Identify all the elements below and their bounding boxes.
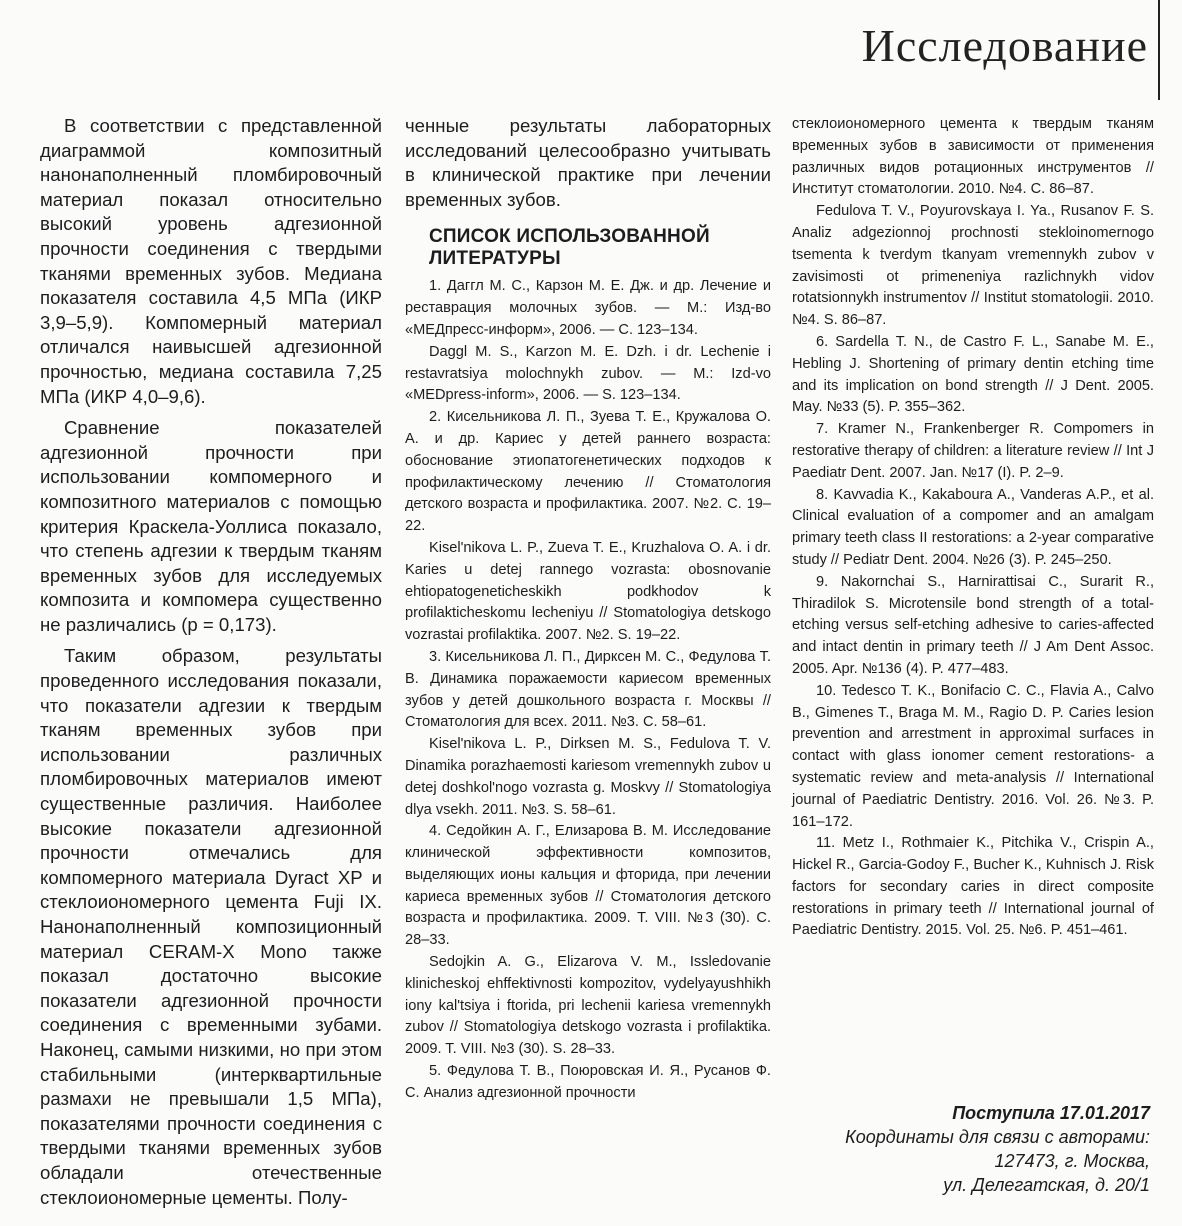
- article-footer: [845, 1101, 1150, 1197]
- references-heading: СПИСОК ИСПОЛЬЗОВАННОЙ ЛИТЕРАТУРЫ: [429, 226, 710, 270]
- reference-item: 3. Кисельникова Л. П., Дирксен М. С., Федулова Т. В. Динамика поражаемости кариесом временных зубов у детей дошкольного возраста г. Москвы // Стоматология для всех. 2011. №3. С. 58–61.: [405, 648, 771, 731]
- reference-item: 6. Sardella T. N., de Castro F. L., Sanabe M. E., Hebling J. Shortening of primary dentin etching time and its implication on bond strength // J Dent. 2005. May. №33 (5). P. 355–362.: [792, 333, 1154, 416]
- reference-item: Daggl M. S., Karzon M. E. Dzh. i dr. Lechenie i restavratsiya molochnykh zubov. — M.: Izd-vo «MEDpress-inform», 2006. — S. 123–134.: [405, 343, 771, 404]
- reference-item: Kisel'nikova L. P., Dirksen M. S., Fedulova T. V. Dinamika porazhaemosti kariesom vremennykh zubov u detej doshkol'nogo vozrasta g. Moskvy // Stomatologiya dlya vsekh. 2011. №3. S. 58–61.: [405, 736, 771, 818]
- contact-city: 127473, г. Москва,: [994, 1151, 1150, 1171]
- body-paragraph: Сравнение показателей адгезионной прочности при использовании компомерного и композитного материалов с помощью критерия Краскела-Уоллиса показало, что степень адгезии к твердым тканям временных зубов для исследуемых композита и компомера существенно не различались (р = 0,173).: [40, 417, 382, 635]
- reference-item: 8. Kavvadia K., Kakaboura A., Vanderas A.P., et al. Clinical evaluation of a compomer and an amalgam primary teeth class II restorations: a 2-year comparative study // Pediatr Dent. 2004. №26 (3). P. 245–250.: [792, 486, 1154, 568]
- header-divider: [1158, 0, 1160, 100]
- reference-item: 2. Кисельникова Л. П., Зуева Т. Е., Кружалова О. А. и др. Кариес у детей раннего возраста: обоснование этиопатогенетических подходов к профилактическому лечению // Стоматология детского возраста и профилактика. 2007. №2. С. 19–22.: [405, 409, 771, 535]
- text-column-1: [40, 114, 382, 1217]
- references-list-continued: [792, 114, 1154, 942]
- section-title: Исследование: [861, 20, 1148, 71]
- contact-street: ул. Делегатская, д. 20/1: [943, 1175, 1150, 1195]
- section-header: [862, 0, 1160, 100]
- references-list: [405, 276, 771, 1104]
- text-column-3: [792, 114, 1154, 942]
- body-paragraph-continued: ченные результаты лабораторных исследований целесообразно учитывать в клинической практике при лечении временных зубов.: [405, 115, 771, 210]
- reference-item: 5. Федулова Т. В., Поюровская И. Я., Русанов Ф. С. Анализ адгезионной прочности: [405, 1063, 771, 1101]
- reference-item: 1. Даггл М. С., Карзон М. Е. Дж. и др. Лечение и реставрация молочных зубов. — М.: Изд-во «МЕДпресс-информ», 2006. — С. 123–134.: [405, 278, 771, 338]
- reference-item: 11. Metz I., Rothmaier K., Pitchika V., Crispin A., Hickel R., Garcia-Godoy F., Bucher K., Kuhnisch J. Risk factors for secondary caries in direct composite restorations in primary teeth // International journal of Paediatric Dentistry. 2015. Vol. 25. №6. P. 451–461.: [792, 835, 1154, 939]
- reference-item: Kisel'nikova L. P., Zueva T. E., Kruzhalova O. A. i dr. Karies u detej rannego vozrasta: obosnovanie ehtiopatogeneticheskikh podkhodov k profilakticheskomu lecheniyu // Stomatologiya detskogo vozrastai profilaktika. 2007. №2. S. 19–22.: [405, 539, 771, 644]
- body-paragraph: Таким образом, результаты проведенного исследования показали, что показатели адгезии к твердым тканям временных зубов при использовании различных пломбировочных материалов имеют существенные различия. Наиболее высокие показатели адгезионной прочности отмечались для компомерного материала Dyract XP и стеклоиономерного цемента Fuji IX. Нанонаполненный композиционный материал CERAM-X Mono также показал достаточно высокие показатели адгезионной прочности соединения с временными зубами. Наконец, самыми низкими, но при этом стабильными (интерквартильные размахи не превышали 1,5 МПа), показателями прочности соединения с твердыми тканями временных зубов обладали отечественные стеклоиономерные цементы. Полу-: [40, 645, 382, 1208]
- received-date: Поступила 17.01.2017: [952, 1103, 1150, 1123]
- reference-item: Fedulova T. V., Poyurovskaya I. Ya., Rusanov F. S. Analiz adgezionnoj prochnosti stekloinomernogo tsementa k tverdym tkanyam vremennykh zubov v zavisimosti ot primeneniya razlichnykh vidov rotatsionnykh instrumentov // Institut stomatologii. 2010. №4. S. 86–87.: [792, 203, 1154, 329]
- body-paragraph: В соответствии с представленной диаграммой композитный нанонаполненный пломбировочный материал показал относительно высокий уровень адгезионной прочности соединения с твердыми тканями временных зубов. Медиана показателя составила 4,5 МПа (ИКР 3,9–5,9). Компомерный материал отличался наивысшей адгезионной прочностью, медиана составила 7,25 МПа (ИКР 4,0–9,6).: [40, 115, 382, 407]
- contact-label: Координаты для связи с авторами:: [845, 1127, 1150, 1147]
- reference-item: 4. Седойкин А. Г., Елизарова В. М. Исследование клинической эффективности композитов, выделяющих ионы кальция и фторида, при лечении кариеса временных зубов // Стоматология детского возраста и профилактика. 2009. Т. VIII. №3 (30). С. 28–33.: [405, 823, 771, 949]
- reference-item-continued: стеклоиономерного цемента к твердым тканям временных зубов в зависимости от применения различных видов ротационных инструментов // Институт стоматологии. 2010. №4. С. 86–87.: [792, 116, 1154, 198]
- reference-item: 7. Kramer N., Frankenberger R. Compomers in restorative therapy of children: a literature review // Int J Paediatr Dent. 2007. Jan. №17 (I). P. 2–9.: [792, 421, 1154, 481]
- text-column-2: [405, 114, 771, 1105]
- reference-item: Sedojkin A. G., Elizarova V. M., Issledovanie klinicheskoj ehffektivnosti kompozitov, vydelyayushhikh iony kal'tsiya i ftorida, pri lechenii kariesa vremennykh zubov // Stomatologiya detskogo vozrasta i profilaktika. 2009. T. VIII. №3 (30). S. 28–33.: [405, 954, 771, 1058]
- reference-item: 10. Tedesco T. K., Bonifacio C. C., Flavia A., Calvo B., Gimenes T., Braga M. M., Ragio D. P. Caries lesion prevention and arrestment in approximal surfaces in contact with glass ionomer cement restorations- a systematic review and meta-analysis // International journal of Paediatric Dentistry. 2016. Vol. 26. №3. P. 161–172.: [792, 682, 1154, 830]
- reference-item: 9. Nakornchai S., Harnirattisai C., Surarit R., Thiradilok S. Microtensile bond strength of a total-etching versus self-etching adhesive to caries-affected and intact dentin in primary teeth // J Am Dent Assoc. 2005. Apr. №136 (4). P. 477–483.: [792, 573, 1154, 677]
